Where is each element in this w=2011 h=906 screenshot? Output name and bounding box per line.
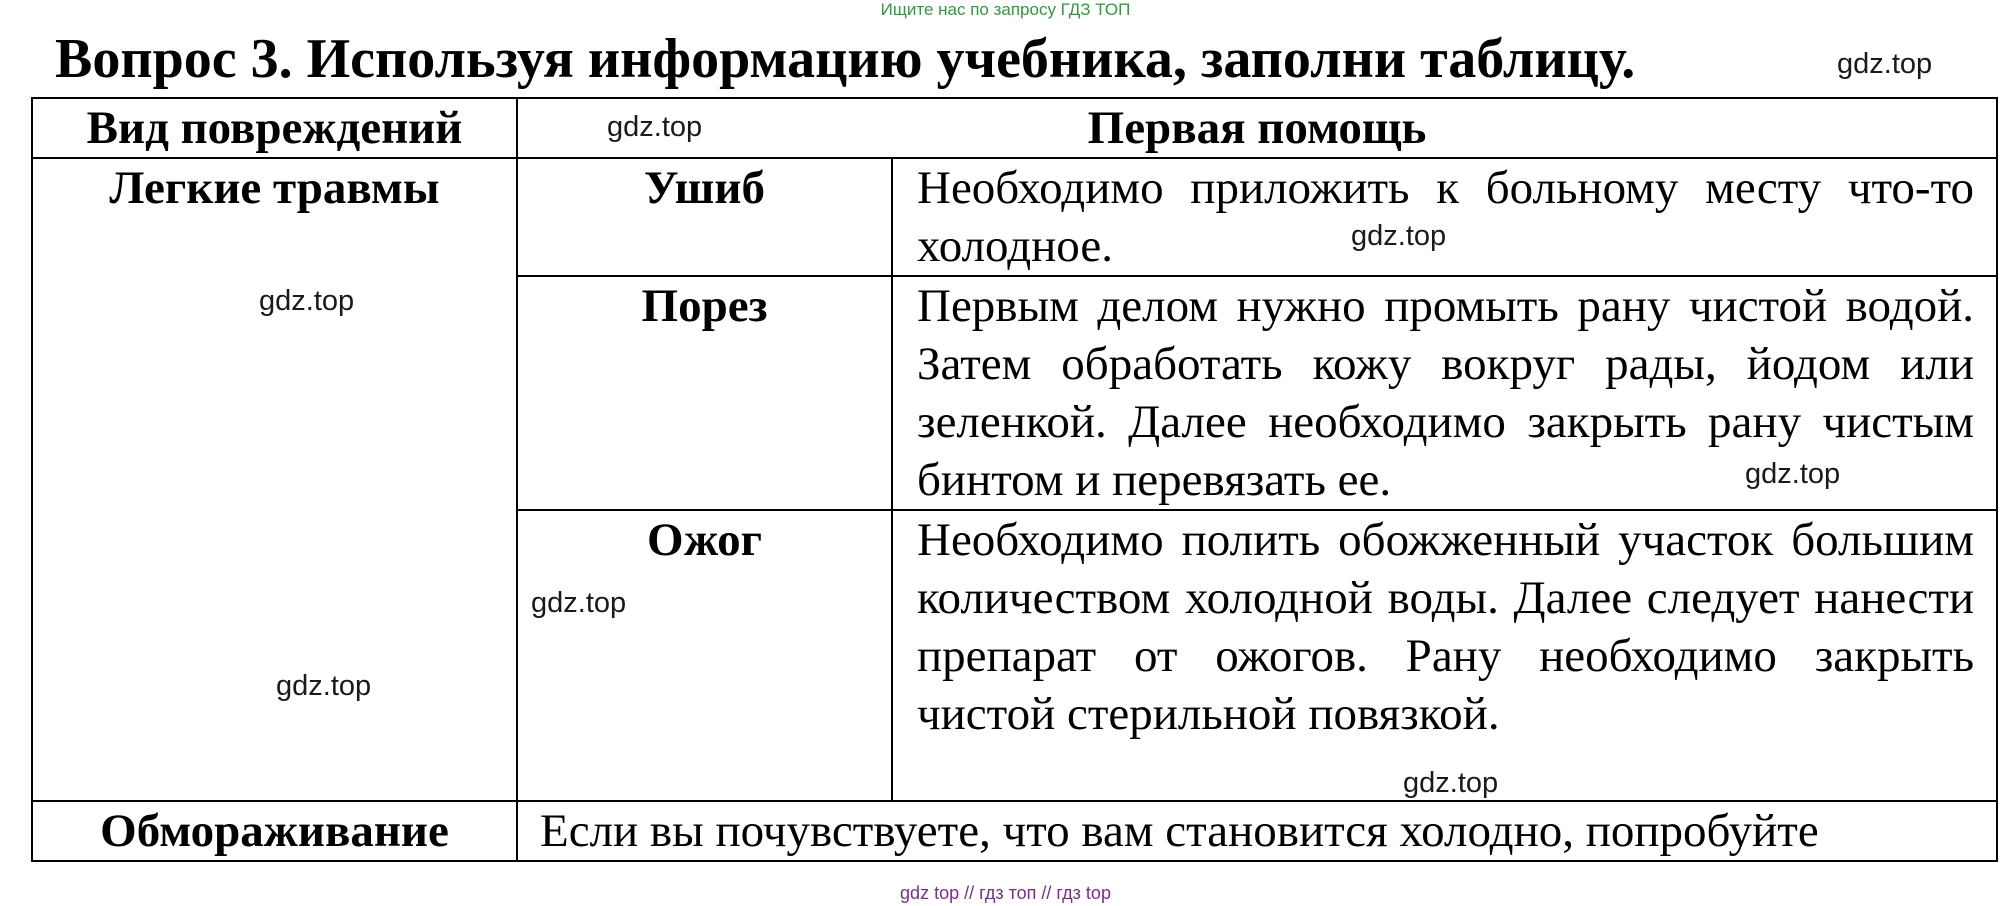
footer-watermark: gdz top // гдз топ // гдз top bbox=[900, 883, 1111, 903]
table-row bbox=[32, 801, 1997, 861]
watermark: gdz.top bbox=[1403, 767, 1499, 799]
watermark: gdz.top bbox=[531, 587, 627, 619]
header-first-aid: Первая помощь bbox=[517, 98, 1997, 158]
search-hint: Ищите нас по запросу ГДЗ ТОП bbox=[880, 0, 1131, 19]
injury-name-bruise: Ушиб bbox=[517, 158, 892, 276]
first-aid-frostbite: Если вы почувствуете, что вам становится холодно, попробуйте bbox=[517, 801, 1997, 861]
injury-name-cut: Порез bbox=[517, 276, 892, 510]
first-aid-bruise: Необходимо приложить к больному месту что-то холодное. bbox=[892, 158, 1997, 276]
table-header-row bbox=[32, 98, 1997, 158]
category-light-injuries: Легкие травмы bbox=[32, 158, 517, 801]
watermark: gdz.top bbox=[1745, 458, 1841, 490]
page-title: Вопрос 3. Используя информацию учебника, заполни таблицу. bbox=[55, 28, 1636, 90]
first-aid-table bbox=[31, 97, 1998, 862]
header-injury-type: Вид повреждений bbox=[32, 98, 517, 158]
watermark: gdz.top bbox=[1351, 220, 1447, 252]
first-aid-cut: Первым делом нужно промыть рану чистой водой. Затем обработать кожу вокруг рады, йодом или зеленкой. Далее необходимо закрыть рану чистым бинтом и перевязать ее. bbox=[892, 276, 1997, 510]
injury-name-burn: Ожог bbox=[517, 510, 892, 801]
watermark: gdz.top bbox=[1837, 48, 1933, 80]
first-aid-burn: Необходимо полить обожженный участок большим количеством холодной воды. Далее следует нанести препарат от ожогов. Рану необходимо закрыть чистой стерильной повязкой. bbox=[892, 510, 1997, 801]
table-row bbox=[32, 158, 1997, 276]
watermark: gdz.top bbox=[259, 285, 355, 317]
watermark: gdz.top bbox=[607, 111, 703, 143]
watermark: gdz.top bbox=[276, 670, 372, 702]
category-frostbite: Обмораживание bbox=[32, 801, 517, 861]
